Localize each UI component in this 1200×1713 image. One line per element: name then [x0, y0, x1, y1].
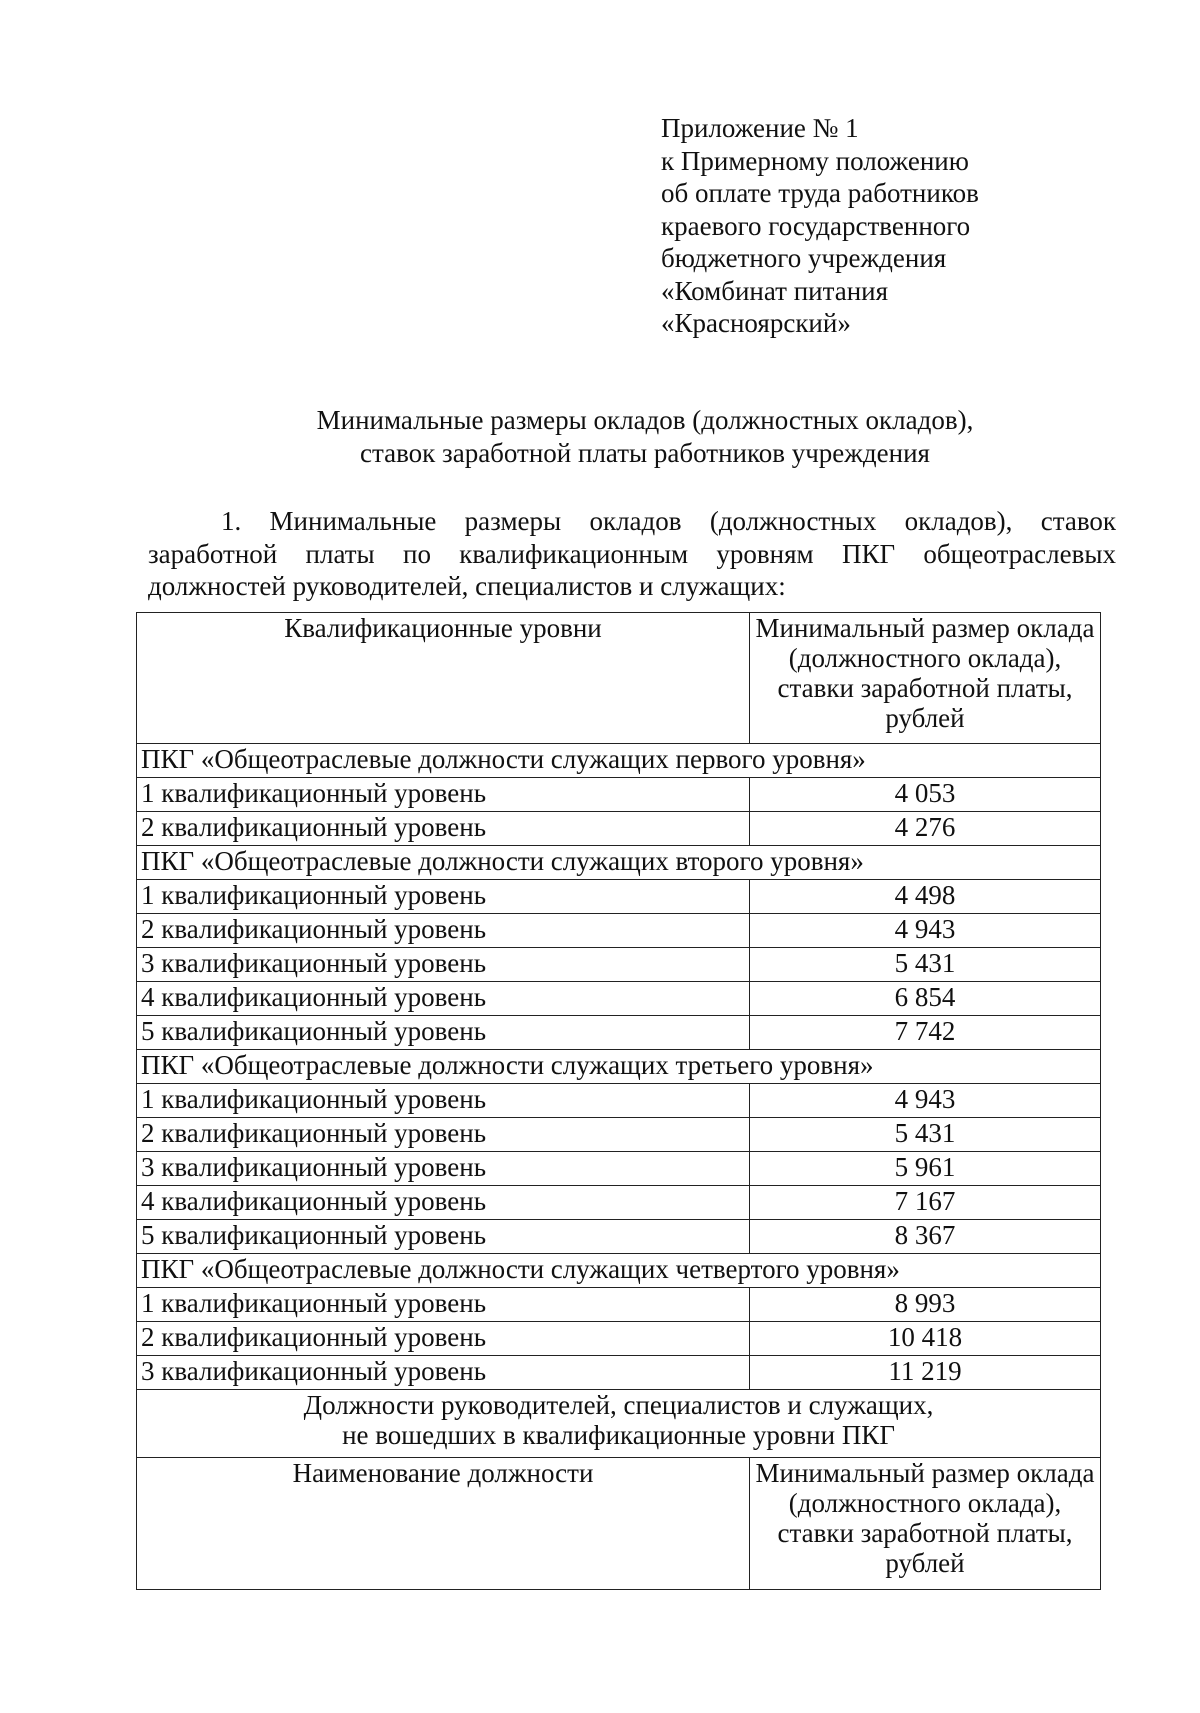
- annex-line: Приложение № 1: [661, 113, 859, 143]
- header-levels: Квалификационные уровни: [137, 613, 750, 744]
- table-row: [137, 982, 1101, 1016]
- annex-line: краевого государственного: [661, 210, 971, 241]
- level-cell: 1 квалификационный уровень: [137, 778, 750, 812]
- annex-line: «Красноярский»: [661, 308, 851, 338]
- salary-cell: 5 431: [750, 948, 1101, 982]
- salary-cell: 8 367: [750, 1220, 1101, 1254]
- section-paragraph: 1. Минимальные размеры окладов (должностных окладов), ставок заработной платы по квалификационным уровням ПКГ общеотраслевых должностей руководителей, специалистов и служащих:: [148, 506, 1116, 601]
- salary-cell: 7 167: [750, 1186, 1101, 1220]
- level-cell: 1 квалификационный уровень: [137, 1084, 750, 1118]
- salary-cell: 4 053: [750, 778, 1101, 812]
- table-header-row-2: [137, 1458, 1101, 1590]
- salary-cell: 8 993: [750, 1288, 1101, 1322]
- level-cell: 2 квалификационный уровень: [137, 1322, 750, 1356]
- annex-line: об оплате труда работников: [661, 178, 979, 208]
- group-title: ПКГ «Общеотраслевые должности служащих второго уровня»: [137, 846, 1101, 880]
- salary-cell: 10 418: [750, 1322, 1101, 1356]
- table-row: [137, 1118, 1101, 1152]
- group-title: ПКГ «Общеотраслевые должности служащих первого уровня»: [137, 744, 1101, 778]
- table-row: [137, 948, 1101, 982]
- table-row: [137, 1152, 1101, 1186]
- table-row: [137, 812, 1101, 846]
- level-cell: 3 квалификационный уровень: [137, 1356, 750, 1390]
- level-cell: 4 квалификационный уровень: [137, 982, 750, 1016]
- level-cell: 5 квалификационный уровень: [137, 1220, 750, 1254]
- level-cell: 4 квалификационный уровень: [137, 1186, 750, 1220]
- annex-line: бюджетного учреждения: [661, 243, 947, 273]
- annex-block: [661, 112, 1161, 340]
- table-header-row: [137, 613, 1101, 744]
- table-row: [137, 1220, 1101, 1254]
- level-cell: 3 квалификационный уровень: [137, 1152, 750, 1186]
- group-title: ПКГ «Общеотраслевые должности служащих четвертого уровня»: [137, 1254, 1101, 1288]
- group-row: [137, 846, 1101, 880]
- salary-cell: 5 961: [750, 1152, 1101, 1186]
- salary-cell: 4 943: [750, 1084, 1101, 1118]
- header-salary: Минимальный размер оклада (должностного оклада), ставки заработной платы, рублей: [750, 613, 1101, 744]
- level-cell: 2 квалификационный уровень: [137, 1118, 750, 1152]
- salary-cell: 11 219: [750, 1356, 1101, 1390]
- annex-line: «Комбинат питания: [661, 275, 889, 306]
- table-row: [137, 880, 1101, 914]
- title-line-1: Минимальные размеры окладов (должностных окладов),: [316, 405, 974, 435]
- table-row: [137, 1186, 1101, 1220]
- salary-cell: 4 498: [750, 880, 1101, 914]
- salary-table: [136, 612, 1101, 1590]
- document-title: [140, 404, 1150, 470]
- level-cell: 3 квалификационный уровень: [137, 948, 750, 982]
- salary-cell: 6 854: [750, 982, 1101, 1016]
- table-row: [137, 1356, 1101, 1390]
- annex-line: к Примерному положению: [661, 145, 969, 176]
- title-line-2: ставок заработной платы работников учреждения: [360, 438, 930, 468]
- level-cell: 2 квалификационный уровень: [137, 914, 750, 948]
- salary-cell: 5 431: [750, 1118, 1101, 1152]
- header-salary-2: Минимальный размер оклада (должностного оклада), ставки заработной платы, рублей: [750, 1458, 1101, 1590]
- group-row: [137, 1050, 1101, 1084]
- salary-cell: 4 276: [750, 812, 1101, 846]
- section-line-1: Должности руководителей, специалистов и служащих,: [303, 1390, 934, 1420]
- table-row: [137, 1322, 1101, 1356]
- table-row: [137, 914, 1101, 948]
- group-row: [137, 744, 1101, 778]
- section-line-2: не вошедших в квалификационные уровни ПКГ: [342, 1420, 895, 1450]
- salary-cell: 7 742: [750, 1016, 1101, 1050]
- level-cell: 1 квалификационный уровень: [137, 880, 750, 914]
- table-row: [137, 1288, 1101, 1322]
- salary-cell: 4 943: [750, 914, 1101, 948]
- header-position-name: Наименование должности: [137, 1458, 750, 1590]
- level-cell: 5 квалификационный уровень: [137, 1016, 750, 1050]
- group-row: [137, 1254, 1101, 1288]
- group-title: ПКГ «Общеотраслевые должности служащих третьего уровня»: [137, 1050, 1101, 1084]
- table-row: [137, 1016, 1101, 1050]
- table-row: [137, 1084, 1101, 1118]
- level-cell: 2 квалификационный уровень: [137, 812, 750, 846]
- section-row: [137, 1390, 1101, 1458]
- level-cell: 1 квалификационный уровень: [137, 1288, 750, 1322]
- table-row: [137, 778, 1101, 812]
- section-title: [137, 1390, 1101, 1458]
